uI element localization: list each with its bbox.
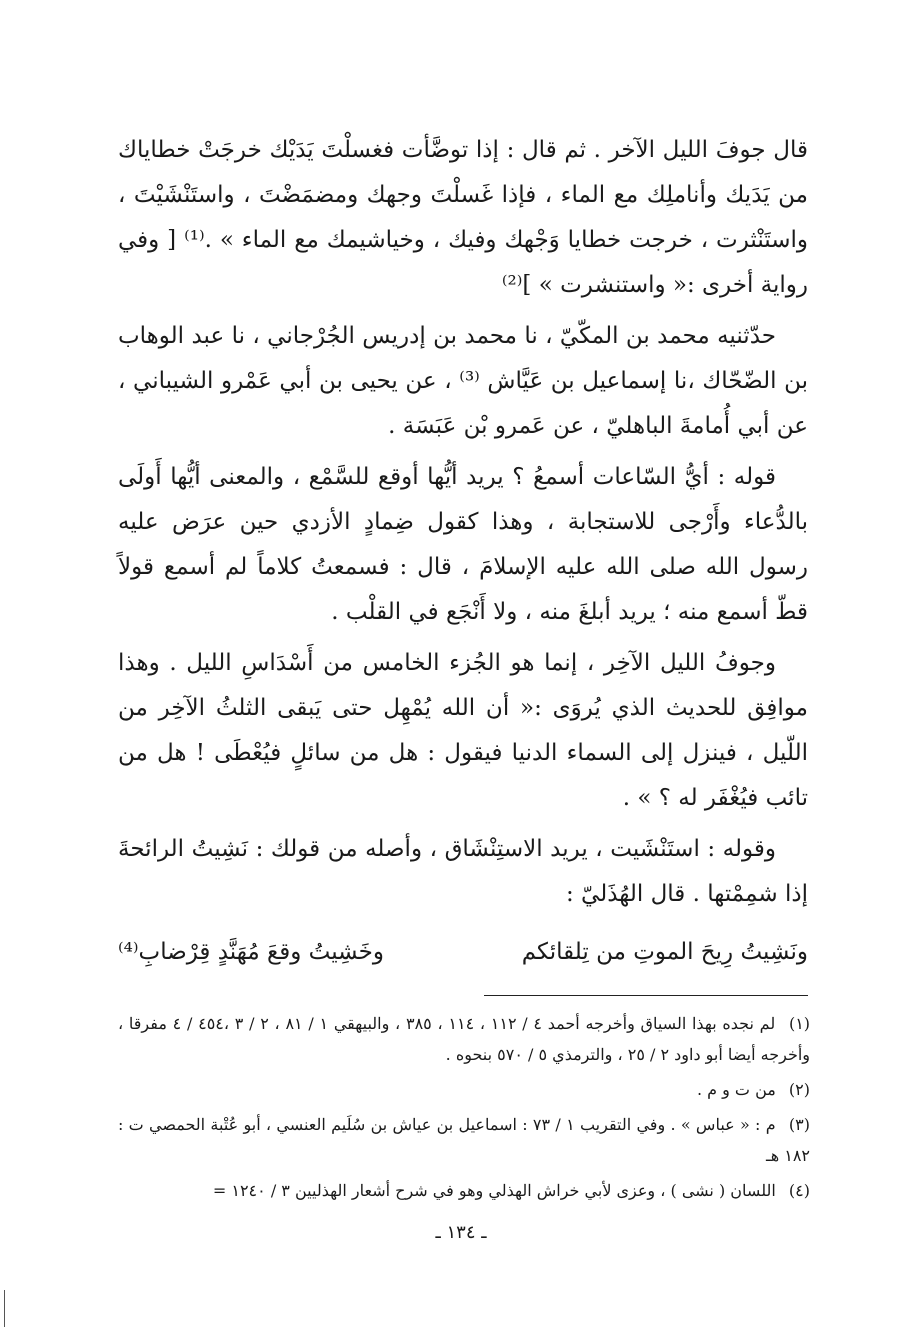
paragraph-3: قوله : أيُّ السّاعات أسمعُ ؟ يريد أيُّها أوقع للسَّمْع ، والمعنى أيُّها أَولَى بالدُّعاء وأَرْجى للاستجابة ، وهذا كقول ضِمادٍ الأزدي حين عرَض عليه رسول الله صلى الله عليه الإسلامَ ، قال : فسمعتُ كلاماً لم أسمع قولاً قطّ أسمع منه ؛ يريد أبلغَ منه ، ولا أَنْجَع في القلْب . [118, 464, 808, 625]
footnote-text: م : « عباس » . وفي التقريب ١ / ٧٣ : اسماعيل بن عياش بن سُلَيم العنسي ، أبو عُتْبة الحمصي ت : ١٨٢ هـ [118, 1115, 810, 1165]
footnote-2 [118, 1074, 810, 1105]
footnote-separator [484, 995, 808, 996]
footnote-text: اللسان ( نشى ) ، وعزى لأبي خراش الهذلي وهو في شرح أشعار الهذليين ٣ / ١٢٤٠ = [212, 1181, 776, 1200]
footnote-4 [118, 1175, 810, 1206]
footnote-text: من ت و م . [696, 1080, 776, 1099]
footnote-number: (٤) [788, 1181, 810, 1200]
footnote-1 [118, 1008, 810, 1070]
verse-hemistich-right: ونَشِيتُ رِيحَ الموتِ من تِلقائكم [521, 939, 808, 965]
paragraph-4: وجوفُ الليل الآخِر ، إنما هو الجُزء الخامس من أَسْدَاسِ الليل . وهذا موافِق للحديث الذي يُروَى :« أن الله يُمْهِل حتى يَبقى الثلثُ الآخِر من اللّيل ، فينزل إلى السماء الدنيا فيقول : هل من سائلٍ فيُعْطَى ! هل من تائب فيُغْفَر له ؟ » . [118, 650, 808, 811]
footnote-number: (٣) [788, 1115, 811, 1134]
page-number: ـ ١٣٤ ـ [435, 1222, 487, 1243]
paragraph-1: قال جوفَ الليل الآخر . ثم قال : إذا توضَّأت فغسلْتَ يَدَيْك خرجَتْ خطاياك من يَدَيك وأناملِك مع الماء ، فإذا غَسلْتَ وجهك ومضمَضْتَ ، واستَنْشَيْتَ ، واستَنْثرت ، خرجت خطايا وَجْهك وفيك ، وخياشيمك مع الماء » .⁽¹⁾ [ وفي رواية أخرى :« واستنشرت » ]⁽²⁾ [118, 137, 808, 298]
poetry-verse [118, 930, 808, 975]
footnote-number: (١) [788, 1014, 811, 1033]
scan-edge-mark [4, 1290, 5, 1327]
verse-hemistich-left: وخَشِيتُ وقعَ مُهَنَّدٍ قِرْضابِ⁽⁴⁾ [118, 939, 384, 965]
footnote-number: (٢) [788, 1080, 810, 1099]
main-text [118, 128, 808, 923]
paragraph-5: وقوله : استَنْشَيت ، يريد الاستِنْشَاق ، وأصله من قولك : نَشِيتُ الرائحةَ إذا شمِمْتها . قال الهُذَليّ : [118, 836, 808, 907]
footnote-text: لم نجده بهذا السياق وأخرجه أحمد ٤ / ١١٢ ، ١١٤ ، ٣٨٥ ، والبيهقي ١ / ٨١ ، ٢ / ٣ ،٤٥٤ / ٤ مفرقا ، وأخرجه أيضا أبو داود ٢ / ٢٥ ، والترمذي ٥ / ٥٧٠ بنحوه . [118, 1014, 810, 1064]
footnote-3 [118, 1109, 810, 1171]
paragraph-2: حدّثنيه محمد بن المكّيّ ، نا محمد بن إدريس الجُرْجاني ، نا عبد الوهاب بن الضّحّاك ،نا إسماعيل بن عَيَّاش ⁽³⁾ ، عن يحيى بن أبي عَمْرو الشيباني ، عن أبي أُمامةَ الباهليّ ، عن عَمرو بْن عَبَسَة . [118, 323, 809, 439]
footnotes [118, 1008, 810, 1210]
